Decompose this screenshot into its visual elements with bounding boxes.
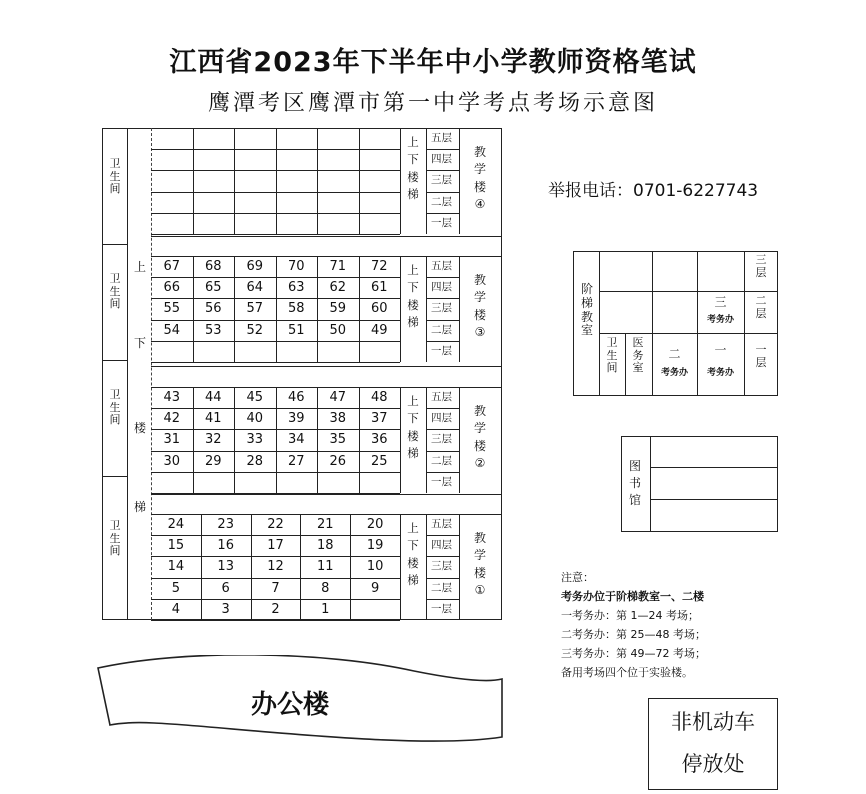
- exam-room-number: 58: [287, 301, 305, 317]
- exam-room-number: 37: [370, 411, 388, 427]
- floor-line: [426, 599, 459, 600]
- floor-line: [426, 472, 459, 473]
- exam-room-number: 66: [163, 280, 181, 296]
- exam-room-number: 23: [217, 517, 234, 532]
- office-1-number: 一: [714, 343, 727, 357]
- exam-room-number: 69: [246, 259, 264, 274]
- exam-room-number: [193, 171, 235, 191]
- exam-room-number: 30: [163, 453, 181, 469]
- exam-room-number: [151, 342, 193, 362]
- toilet-label-3: 卫 生 间: [109, 272, 121, 311]
- building-name: 教 学 楼 ①: [473, 531, 486, 598]
- building-name: 教 学 楼 ④: [473, 145, 486, 212]
- exam-room-number: [317, 473, 359, 493]
- exam-room-number: [276, 473, 318, 493]
- toilet-label-4: 卫 生 间: [109, 157, 121, 196]
- floor-label: 四层: [431, 539, 452, 552]
- floor-line: [426, 451, 459, 452]
- building-edge: [151, 494, 502, 495]
- exam-room-number: 28: [246, 453, 264, 469]
- floor-label: 二层: [431, 323, 452, 336]
- notes-line: 三考务办：第 49—72 考场；: [561, 647, 706, 660]
- exam-room-number: [276, 214, 318, 234]
- exam-room-number: 70: [287, 259, 305, 274]
- exam-room-number: 16: [217, 538, 234, 554]
- floor-label: 五层: [431, 260, 452, 272]
- stairs-label-up: 上: [133, 260, 146, 274]
- floor-column-line: [459, 256, 460, 362]
- toilet-column-line: [127, 128, 128, 620]
- library-line: [650, 499, 778, 500]
- room-row-line: [151, 493, 400, 494]
- exam-room-number: [151, 129, 193, 149]
- exam-room-number: [193, 342, 235, 362]
- lecture-floor-3: 三 层: [755, 253, 767, 279]
- exam-room-number: [151, 150, 193, 170]
- exam-room-number: 59: [329, 301, 347, 317]
- exam-room-number: [317, 214, 359, 234]
- exam-room-number: 53: [204, 322, 222, 338]
- exam-room-number: [276, 342, 318, 362]
- toilet-label-1: 卫 生 间: [109, 519, 121, 558]
- exam-room-number: 4: [171, 601, 181, 617]
- exam-room-number: [317, 129, 359, 149]
- exam-room-number: 17: [267, 538, 284, 554]
- exam-room-number: 61: [370, 280, 388, 296]
- floor-label: 五层: [431, 518, 452, 530]
- exam-room-number: 72: [370, 259, 388, 274]
- floor-line: [426, 341, 459, 342]
- office-building-label: 办公楼: [250, 690, 329, 720]
- exam-room-number: [359, 150, 401, 170]
- exam-room-number: 32: [204, 432, 222, 448]
- lecture-line: [744, 251, 745, 396]
- notes-heading: 注意：: [561, 571, 594, 584]
- inner-stairs-label: 上 下 楼 梯: [407, 521, 419, 587]
- page-title: 江西省2023年下半年中小学教师资格笔试: [169, 47, 697, 78]
- floor-line: [426, 170, 459, 171]
- lecture-floor-1: 一 层: [755, 343, 767, 369]
- exam-room-number: 44: [204, 390, 222, 405]
- library-line: [650, 436, 651, 532]
- notes-line: 二考务办：第 25—48 考场；: [561, 628, 706, 641]
- exam-room-number: [359, 171, 401, 191]
- floor-label: 三层: [431, 560, 452, 573]
- exam-room-number: [317, 193, 359, 213]
- exam-room-number: 26: [329, 453, 347, 469]
- building-edge: [151, 236, 502, 237]
- exam-room-number: 47: [329, 390, 347, 405]
- exam-room-number: 25: [370, 453, 388, 469]
- exam-room-number: 24: [167, 517, 185, 532]
- inner-stairs-label: 上 下 楼 梯: [407, 394, 419, 460]
- floor-label: 五层: [431, 132, 452, 144]
- room-col-line: [400, 387, 401, 493]
- room-row-line: [151, 620, 400, 621]
- exam-room-number: 49: [370, 322, 388, 338]
- exam-room-number: [193, 473, 235, 493]
- exam-room-number: 57: [246, 301, 264, 317]
- exam-room-number: 27: [287, 453, 305, 469]
- exam-room-number: [359, 193, 401, 213]
- exam-room-number: 19: [366, 538, 384, 554]
- exam-room-number: 10: [366, 559, 384, 575]
- exam-room-number: 45: [246, 390, 264, 405]
- floor-label: 三层: [431, 433, 452, 446]
- floor-line: [426, 298, 459, 299]
- floor-label: 二层: [431, 581, 452, 594]
- exam-room-number: 62: [329, 280, 347, 296]
- floor-line: [426, 578, 459, 579]
- exam-room-number: 64: [246, 280, 264, 296]
- floor-line: [426, 408, 459, 409]
- exam-room-number: [193, 150, 235, 170]
- floor-line: [426, 213, 459, 214]
- room-col-line: [400, 128, 401, 234]
- exam-room-number: [276, 193, 318, 213]
- exam-room-number: [193, 193, 235, 213]
- exam-room-number: 14: [167, 559, 185, 575]
- notes-line: 备用考场四个位于实验楼。: [561, 666, 693, 679]
- exam-room-number: 21: [317, 517, 334, 532]
- inner-stairs-label: 上 下 楼 梯: [407, 263, 419, 329]
- exam-room-number: [234, 129, 276, 149]
- floor-column-line: [459, 387, 460, 493]
- stairs-label-ladder: 梯: [133, 500, 146, 514]
- exam-room-number: [359, 214, 401, 234]
- exam-room-number: 11: [317, 559, 334, 575]
- exam-room-number: 41: [204, 411, 222, 427]
- floor-line: [426, 556, 459, 557]
- page-subtitle: 鹰潭考区鹰潭市第一中学考点考场示意图: [207, 91, 658, 116]
- floor-column-line: [426, 514, 427, 620]
- exam-room-number: 63: [287, 280, 305, 296]
- exam-room-number: [234, 214, 276, 234]
- exam-room-number: 1: [321, 601, 330, 617]
- lecture-line: [625, 333, 626, 396]
- floor-line: [426, 149, 459, 150]
- exam-room-number: 6: [221, 580, 230, 596]
- hotline-text: 举报电话：0701-6227743: [548, 181, 759, 201]
- exam-room-number: 39: [287, 411, 305, 427]
- exam-room-number: 12: [267, 559, 284, 575]
- floor-column-line: [426, 128, 427, 234]
- floor-label: 三层: [431, 302, 452, 315]
- office-2-label: 考务办: [660, 368, 688, 378]
- exam-room-number: [359, 473, 401, 493]
- exam-room-number: [234, 473, 276, 493]
- exam-room-number: 2: [271, 601, 280, 617]
- floor-label: 一层: [431, 344, 452, 357]
- exam-room-number: 35: [329, 432, 347, 448]
- exam-room-number: 8: [321, 580, 330, 596]
- floor-label: 四层: [431, 412, 452, 425]
- exam-room-number: 48: [370, 390, 388, 405]
- exam-room-number: [151, 171, 193, 191]
- toilet-divider: [102, 244, 127, 245]
- room-row-line: [151, 234, 400, 235]
- exam-room-number: [151, 193, 193, 213]
- exam-room-number: 50: [329, 322, 347, 338]
- exam-room-number: 71: [329, 259, 347, 274]
- parking-label-line2: 停放处: [681, 752, 745, 776]
- floor-column-line: [426, 256, 427, 362]
- exam-room-number: 5: [171, 580, 181, 596]
- lecture-hall-label: 阶 梯 教 室: [580, 282, 593, 338]
- exam-room-number: 18: [317, 538, 334, 554]
- floor-column-line: [426, 387, 427, 493]
- exam-room-number: [317, 171, 359, 191]
- exam-room-number: [317, 342, 359, 362]
- exam-room-number: 36: [370, 432, 388, 448]
- floor-line: [426, 535, 459, 536]
- floor-column-line: [459, 128, 460, 234]
- building-edge: [151, 366, 502, 367]
- lecture-line: [599, 291, 778, 292]
- floor-label: 一层: [431, 475, 452, 488]
- exam-room-number: [359, 129, 401, 149]
- exam-room-number: 51: [287, 322, 305, 338]
- exam-room-number: 13: [217, 559, 234, 575]
- floor-label: 一层: [431, 602, 452, 615]
- floor-label: 二层: [431, 195, 452, 208]
- exam-room-number: [317, 150, 359, 170]
- office-1-label: 考务办: [706, 368, 734, 378]
- clinic-label: 医 务 室: [632, 336, 644, 375]
- room-col-line: [400, 514, 401, 620]
- exam-room-number: 54: [163, 322, 181, 338]
- exam-room-number: [350, 600, 400, 620]
- exam-room-number: [276, 171, 318, 191]
- floor-line: [426, 320, 459, 321]
- stairs-label-down: 下: [133, 336, 146, 350]
- exam-room-number: [234, 171, 276, 191]
- library-label: 图 书 馆: [628, 459, 641, 507]
- lecture-floor-2: 二 层: [755, 294, 767, 320]
- exam-room-number: [234, 150, 276, 170]
- notes: [561, 568, 706, 682]
- inner-stairs-label: 上 下 楼 梯: [407, 135, 419, 201]
- floor-label: 三层: [431, 174, 452, 187]
- toilet-divider: [102, 476, 127, 477]
- exam-room-number: [359, 342, 401, 362]
- building-name: 教 学 楼 ③: [473, 273, 486, 340]
- exam-room-number: 55: [163, 301, 181, 317]
- exam-room-number: 20: [366, 517, 384, 532]
- exam-room-number: [234, 193, 276, 213]
- exam-room-number: [276, 150, 318, 170]
- notes-line: 一考务办：第 1—24 考场；: [561, 609, 699, 622]
- exam-room-number: 33: [246, 432, 264, 448]
- exam-room-number: 38: [329, 411, 347, 427]
- exam-room-number: 22: [267, 517, 284, 532]
- floor-label: 四层: [431, 153, 452, 166]
- floor-label: 五层: [431, 391, 452, 403]
- lecture-line: [599, 333, 778, 334]
- exam-room-number: 31: [163, 432, 181, 448]
- room-row-line: [151, 362, 400, 363]
- floor-line: [426, 277, 459, 278]
- exam-room-number: 68: [204, 259, 222, 274]
- floor-line: [426, 192, 459, 193]
- floor-label: 四层: [431, 281, 452, 294]
- exam-room-number: [234, 342, 276, 362]
- notes-office-location: 考务办位于阶梯教室一、二楼: [561, 590, 704, 603]
- exam-room-number: 7: [271, 580, 280, 596]
- exam-room-number: 52: [246, 322, 264, 338]
- parking-label-line1: 非机动车: [671, 710, 755, 734]
- exam-room-number: 40: [246, 411, 264, 427]
- library-line: [650, 467, 778, 468]
- floor-label: 一层: [431, 216, 452, 229]
- exam-room-number: 43: [163, 390, 181, 405]
- lecture-toilet-label: 卫 生 间: [606, 336, 618, 375]
- lecture-line: [599, 251, 600, 396]
- exam-room-number: 56: [204, 301, 222, 317]
- exam-room-number: 65: [204, 280, 222, 296]
- exam-room-number: [151, 473, 193, 493]
- room-col-line: [400, 256, 401, 362]
- office-3-label: 考务办: [706, 315, 734, 325]
- exam-room-number: 9: [370, 580, 380, 596]
- floor-column-line: [459, 514, 460, 620]
- office-3-number: 三: [714, 295, 727, 309]
- exam-room-number: [151, 214, 193, 234]
- exam-room-number: [193, 129, 235, 149]
- toilet-divider: [102, 360, 127, 361]
- exam-room-number: 34: [287, 432, 305, 448]
- exam-room-number: [276, 129, 318, 149]
- floor-label: 二层: [431, 454, 452, 467]
- exam-room-number: 67: [163, 259, 181, 274]
- office-2-number: 二: [668, 347, 681, 361]
- toilet-label-2: 卫 生 间: [109, 388, 121, 427]
- exam-room-number: 15: [167, 538, 185, 554]
- stairs-label-floor: 楼: [133, 421, 146, 435]
- floor-line: [426, 429, 459, 430]
- exam-room-number: 42: [163, 411, 181, 427]
- exam-room-number: 60: [370, 301, 388, 317]
- exam-room-number: 3: [221, 601, 230, 617]
- exam-room-number: 29: [204, 453, 222, 469]
- building-name: 教 学 楼 ②: [473, 404, 486, 471]
- exam-room-number: 46: [287, 390, 305, 405]
- exam-room-number: [193, 214, 235, 234]
